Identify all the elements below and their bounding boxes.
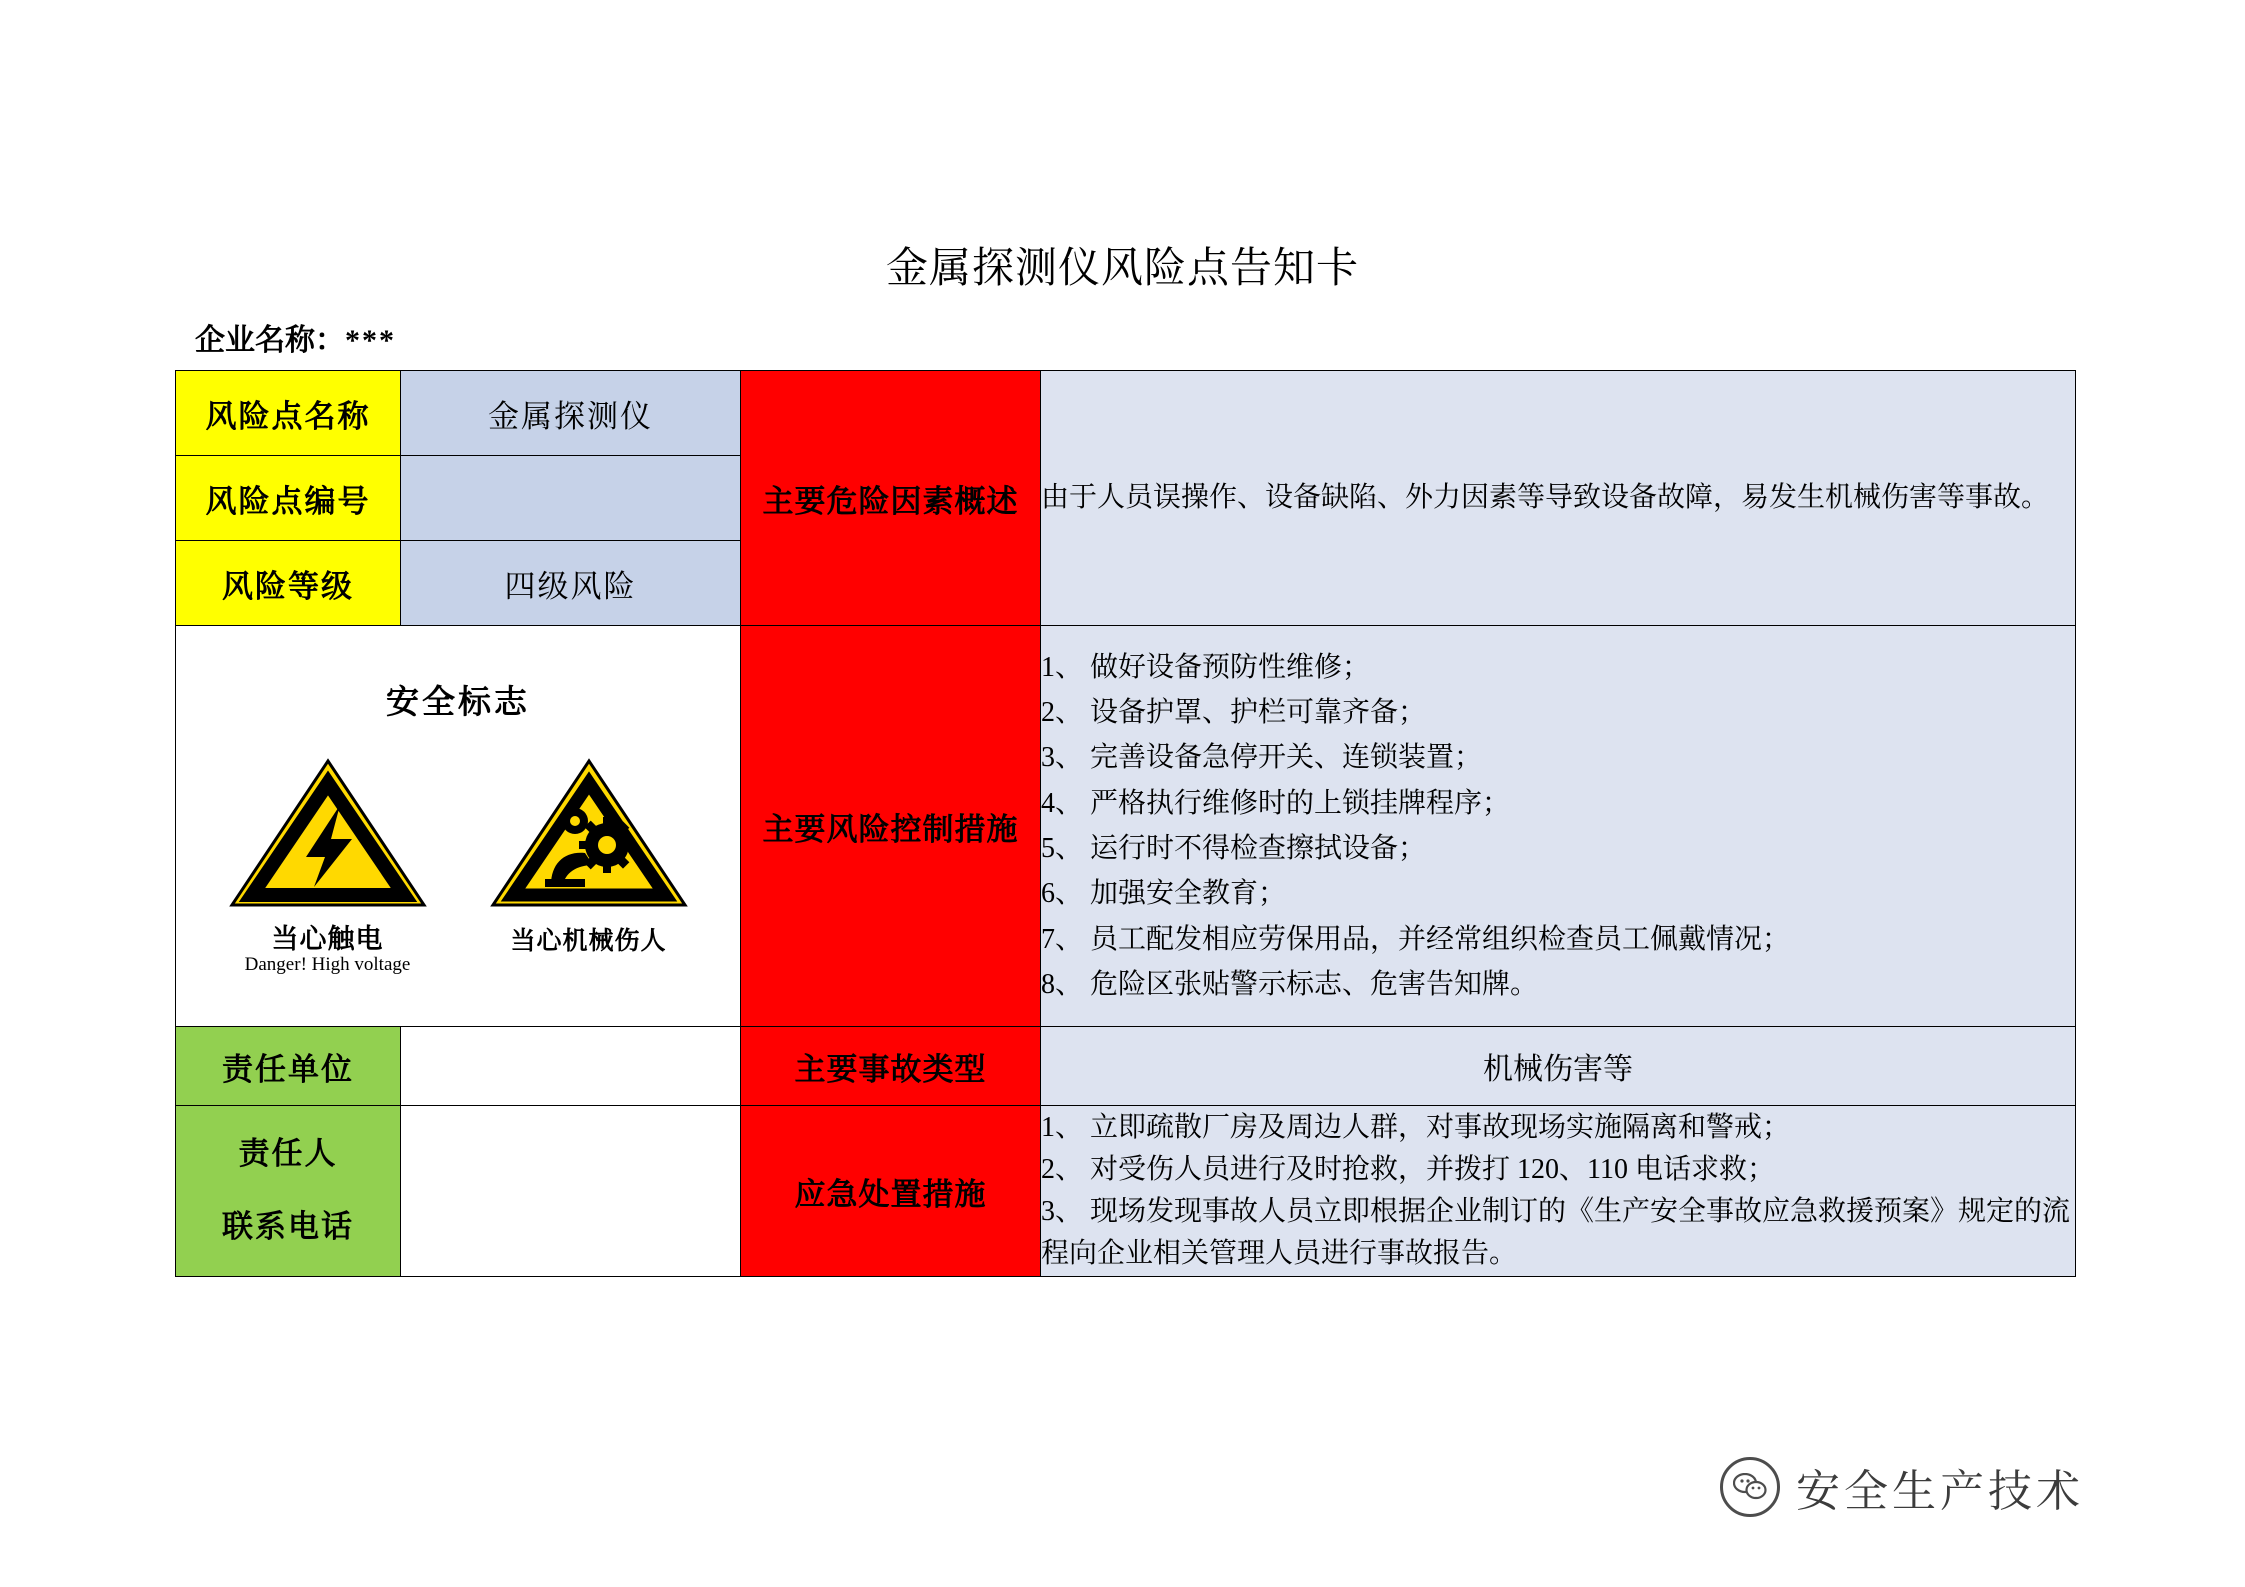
- electric-shock-caption-en: Danger! High voltage: [244, 954, 411, 975]
- control-measure-item: 6、 加强安全教育；: [1041, 878, 1287, 910]
- footer-badge: [1720, 1455, 2084, 1519]
- responsible-person-labels: [176, 1106, 401, 1277]
- table-row: [176, 626, 2076, 1027]
- mechanical-injury-icon: [489, 753, 689, 913]
- control-measure-item: 7、 员工配发相应劳保用品，并经常组织检查员工佩戴情况；: [1041, 923, 1791, 955]
- control-measures-header: 主要风险控制措施: [741, 626, 1041, 1027]
- control-measures-list: [1041, 626, 2076, 1027]
- accident-type-header: 主要事故类型: [741, 1027, 1041, 1106]
- risk-level-value: 四级风险: [401, 541, 741, 626]
- risk-point-code-label: 风险点编号: [176, 456, 401, 541]
- emergency-measure-item: 3、 现场发现事故人员立即根据企业制订的《生产安全事故应急救援预案》规定的流程向企业相关管理人员进行事故报告。: [1041, 1196, 2071, 1269]
- contact-phone-label: 联系电话: [222, 1209, 354, 1244]
- emergency-measures-header: 应急处置措施: [741, 1106, 1041, 1277]
- electric-shock-warning-sign: [220, 747, 435, 976]
- page-title: 金属探测仪风险点告知卡: [885, 246, 1359, 292]
- accident-type-value: 机械伤害等: [1041, 1027, 2076, 1106]
- safety-sign-title: 安全标志: [386, 685, 530, 721]
- emergency-measure-item: 1、 立即疏散厂房及周边人群，对事故现场实施隔离和警戒；: [1041, 1112, 1791, 1143]
- control-measure-item: 2、 设备护罩、护栏可靠齐备；: [1041, 696, 1427, 728]
- risk-point-name-value: 金属探测仪: [401, 371, 741, 456]
- mechanical-injury-warning-sign: [481, 747, 696, 957]
- safety-sign-cell: [176, 626, 741, 1027]
- control-measure-item: 5、 运行时不得检查擦拭设备；: [1041, 833, 1427, 864]
- responsible-unit-label: 责任单位: [176, 1027, 401, 1106]
- control-measure-item: 8、 危险区张贴警示标志、危害告知牌。: [1041, 969, 1539, 1001]
- responsible-person-value: [401, 1106, 741, 1277]
- emergency-measure-item: 2、 对受伤人员进行及时抢救，并拨打 120、110 电话求救；: [1041, 1154, 1775, 1185]
- wechat-glyph: [1733, 1473, 1767, 1501]
- footer-badge-text: 安全生产技术: [1796, 1467, 2084, 1516]
- risk-card-table: [175, 370, 2076, 1277]
- mechanical-injury-sign-plate: [481, 747, 696, 915]
- hazard-overview-header: 主要危险因素概述: [741, 371, 1041, 626]
- control-measure-item: 3、 完善设备急停开关、连锁装置；: [1041, 742, 1483, 774]
- control-measure-item: 1、 做好设备预防性维修；: [1041, 651, 1371, 683]
- responsible-unit-value: [401, 1027, 741, 1106]
- responsible-person-label: 责任人: [238, 1136, 338, 1172]
- risk-level-label: 风险等级: [176, 541, 401, 626]
- table-row: [176, 371, 2076, 456]
- control-measure-item: 4、 严格执行维修时的上锁挂牌程序；: [1041, 787, 1511, 819]
- company-name-label: 企业名称：: [195, 324, 345, 357]
- risk-point-code-value: [401, 456, 741, 541]
- table-row: [176, 1106, 2076, 1277]
- mechanical-injury-caption-cn: 当心机械伤人: [510, 928, 667, 955]
- electric-shock-sign-plate: [220, 747, 435, 915]
- safety-sign-group: [176, 747, 740, 976]
- emergency-measures-list: [1041, 1106, 2076, 1277]
- electric-shock-caption-cn: 当心触电: [271, 924, 384, 954]
- electric-shock-icon: [228, 753, 428, 913]
- wechat-icon: [1720, 1457, 1780, 1517]
- table-row: [176, 1027, 2076, 1106]
- company-name-value: ***: [345, 324, 396, 357]
- risk-point-name-label: 风险点名称: [176, 371, 401, 456]
- company-name-line: [195, 315, 396, 359]
- hazard-overview-text: 由于人员误操作、设备缺陷、外力因素等导致设备故障，易发生机械伤害等事故。: [1041, 371, 2076, 626]
